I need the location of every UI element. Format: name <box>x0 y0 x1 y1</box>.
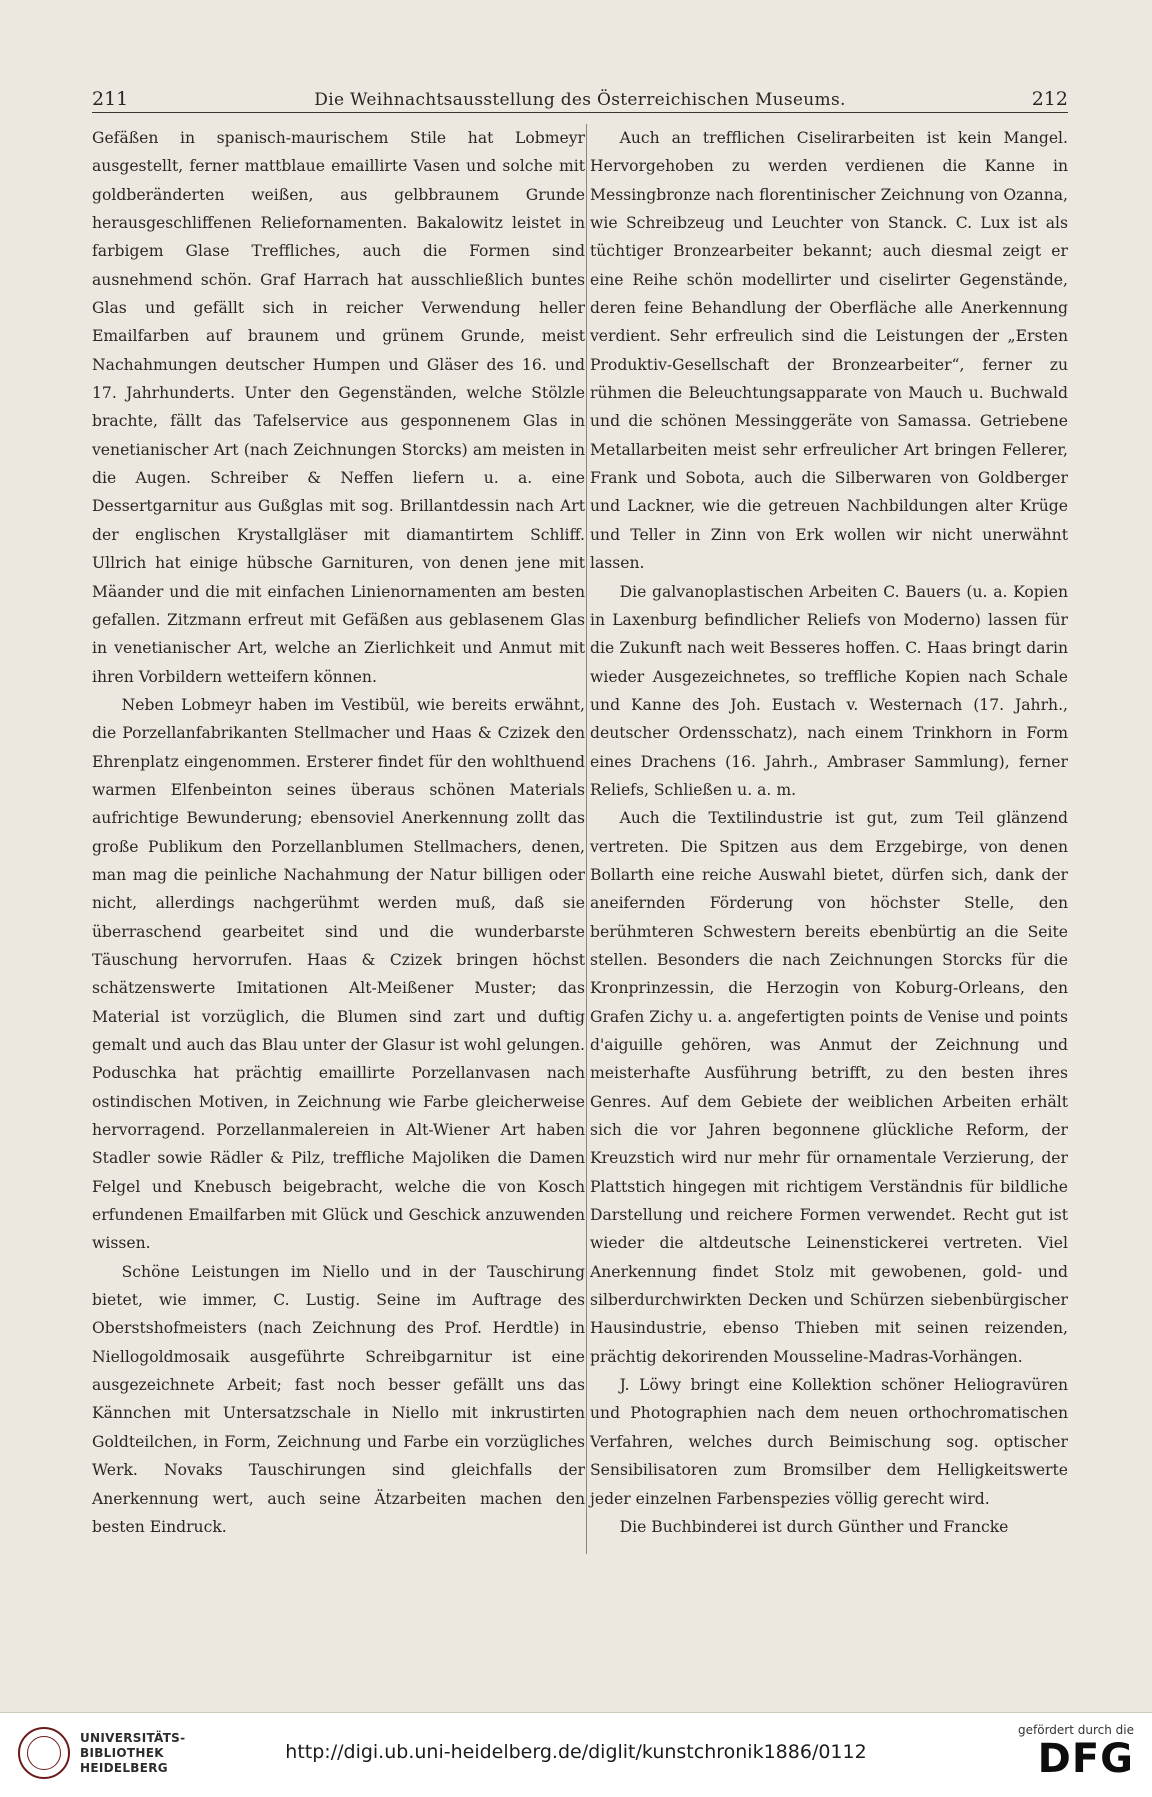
page-number-right: 212 <box>1031 88 1068 110</box>
paragraph: J. Löwy bringt eine Kollektion schöner Heliogravüren und Photographien nach dem neuen orthochromatischen Verfahren, welches durch Beimischung sog. optischer Sensibilisatoren zum Bromsilber dem Helligkeitswerte jeder einzelnen Farbenspezies völlig gerecht wird. <box>590 1376 1068 1508</box>
funded-by-label: gefördert durch die <box>1018 1723 1134 1737</box>
running-title: Die Weihnachtsausstellung des Österreichischen Museums. <box>314 90 846 110</box>
paragraph: Auch an trefflichen Ciselirarbeiten ist kein Mangel. Hervorgehoben zu werden verdienen die Kanne in Messingbronze nach florentinischer Zeichnung von Ozanna, wie Schreibzeug und Leuchter von Stanck. C. Lux ist als tüchtiger Bronzearbeiter bekannt; auch diesmal zeigt er eine Reihe schön modellirter und ciselirter Gegenstände, deren feine Behandlung der Oberfläche alle Anerkennung verdient. Sehr erfreulich sind die Leistungen der „Ersten Produktiv-Gesellschaft der Bronzearbeiter“, ferner zu rühmen die Beleuchtungsapparate von Mauch u. Buchwald und die schönen Messinggeräte von Samassa. Getriebene Metallarbeiten meist sehr erfreulicher Art bringen Fellerer, Frank und Sobota, auch die Silberwaren von Goldberger und Lackner, wie die getreuen Nachbildungen alter Krüge und Teller in Zinn von Erk wollen wir nicht unerwähnt lassen. <box>590 129 1068 573</box>
digitization-footer <box>0 1712 1152 1797</box>
dfg-wordmark: DFG <box>1037 1736 1134 1782</box>
paragraph: Auch die Textilindustrie ist gut, zum Teil glänzend vertreten. Die Spitzen aus dem Erzgebirge, von denen Bollarth eine reiche Auswahl bietet, dürfen sich, dank der aneifernden Förderung von höchster Stelle, den berühmteren Schwestern bereits ebenbürtig an die Seite stellen. Besonders die nach Zeichnungen Storcks für die Kronprinzessin, die Herzogin von Koburg-Orleans, den Grafen Zichy u. a. angefertigten points de Venise und points d'aiguille gehören, was Anmut der Zeichnung und meisterhafte Ausführung betrifft, zu den besten ihres Genres. Auf dem Gebiete der weiblichen Arbeiten erhält sich die vor Jahren begonnene glückliche Reform, der Kreuzstich wird nur mehr für ornamentale Verzierung, der Plattstich hingegen mit richtigem Verständnis für bildliche Darstellung und reichere Formen verwendet. Recht gut ist wieder die altdeutsche Leinenstickerei vertreten. Viel Anerkennung findet Stolz mit gewobenen, gold- und silberdurchwirkten Decken und Schürzen siebenbürgischer Hausindustrie, ebenso Thieben mit seinen reizenden, prächtig dekorirenden Mousseline-Madras-Vorhängen. <box>590 809 1068 1366</box>
running-header <box>92 74 1068 110</box>
column-divider <box>586 124 587 1554</box>
paragraph: Schöne Leistungen im Niello und in der Tauschirung bietet, wie immer, C. Lustig. Seine im Auftrage des Oberstshofmeisters (nach Zeichnung des Prof. Herdtle) in Niellogoldmosaik ausgeführte Schreibgarnitur ist eine ausgezeichnete Arbeit; fast noch besser gefällt uns das Kännchen mit Untersatzschale in Niello mit inkrustirten Goldteilchen, in Form, Zeichnung und Farbe ein vorzügliches Werk. Novaks Tauschirungen sind gleichfalls der Anerkennung wert, auch seine Ätzarbeiten machen den besten Eindruck. <box>92 1262 585 1536</box>
page-number-left: 211 <box>92 88 129 110</box>
paragraph: Gefäßen in spanisch-maurischem Stile hat Lobmeyr ausgestellt, ferner mattblaue emaillirte Vasen und solche mit goldberänderten weißen, aus gelbbraunem Grunde herausgeschliffenen Reliefornamenten. Bakalowitz leistet in farbigem Glase Treffliches, auch die Formen sind ausnehmend schön. Graf Harrach hat ausschließlich buntes Glas und gefällt sich in reicher Verwendung heller Emailfarben auf braunem und grünem Grunde, meist Nachahmungen deutscher Humpen und Gläser des 16. und 17. Jahrhunderts. Unter den Gegenständen, welche Stölzle brachte, fällt das Tafelservice aus gesponnenem Glas in venetianischer Art (nach Zeichnungen Storcks) am meisten in die Augen. Schreiber & Neffen liefern u. a. eine Dessertgarnitur aus Gußglas mit sog. Brillantdessin nach Art der englischen Krystallgläser mit diamantirtem Schliff. Ullrich hat einige hübsche Garnituren, von denen jene mit Mäander und die mit einfachen Linienornamenten am besten gefallen. Zitzmann erfreut mit Gefäßen aus geblasenem Glas in venetianischer Art, welche an Zierlichkeit und Anmut mit ihren Vorbildern wetteifern können. <box>92 129 585 686</box>
header-rule <box>92 112 1068 113</box>
paragraph: Die galvanoplastischen Arbeiten C. Bauers (u. a. Kopien in Laxenburg befindlicher Reliefs von Moderno) lassen für die Zukunft nach weit Besseres hoffen. C. Haas bringt darin wieder Ausgezeichnetes, so treffliche Kopien nach Schale und Kanne des Joh. Eustach v. Westernach (17. Jahrh., deutscher Ordensschatz), nach einem Trinkhorn in Form eines Drachens (16. Jahrh., Ambraser Sammlung), ferner Reliefs, Schließen u. a. m. <box>590 582 1068 799</box>
paragraph: Neben Lobmeyr haben im Vestibül, wie bereits erwähnt, die Porzellanfabrikanten Stellmacher und Haas & Czizek den Ehrenplatz eingenommen. Ersterer findet für den wohlthuend warmen Elfenbeinton seines überaus schönen Materials aufrichtige Bewunderung; ebensoviel Anerkennung zollt das große Publikum den Porzellanblumen Stellmachers, denen, man mag die peinliche Nachahmung der Natur billigen oder nicht, allerdings nachgerühmt werden muß, daß sie überraschend gearbeitet sind und die wunderbarste Täuschung hervorrufen. Haas & Czizek bringen höchst schätzenswerte Imitationen Alt-Meißener Muster; das Material ist vorzüglich, die Blumen sind zart und duftig gemalt und auch das Blau unter der Glasur ist wohl gelungen. Poduschka hat prächtig emaillirte Porzellanvasen nach ostindischen Motiven, in Zeichnung wie Farbe gleicherweise hervorragend. Porzellanmalereien in Alt-Wiener Art haben Stadler sowie Rädler & Pilz, treffliche Majoliken die Damen Felgel und Knebusch beigebracht, welche die von Kosch erfundenen Emailfarben mit Glück und Geschick anzuwenden wissen. <box>92 695 585 1253</box>
right-column <box>590 124 1068 1541</box>
left-column <box>92 124 585 1541</box>
paragraph: Die Buchbinderei ist durch Günther und Francke <box>619 1517 1009 1536</box>
library-name: UNIVERSITÄTS- BIBLIOTHEK HEIDELBERG <box>80 1730 186 1775</box>
dfg-logo[interactable] <box>1018 1723 1134 1781</box>
source-url-link[interactable]: http://digi.ub.uni-heidelberg.de/diglit/kunstchronik1886/0112 <box>285 1741 867 1763</box>
